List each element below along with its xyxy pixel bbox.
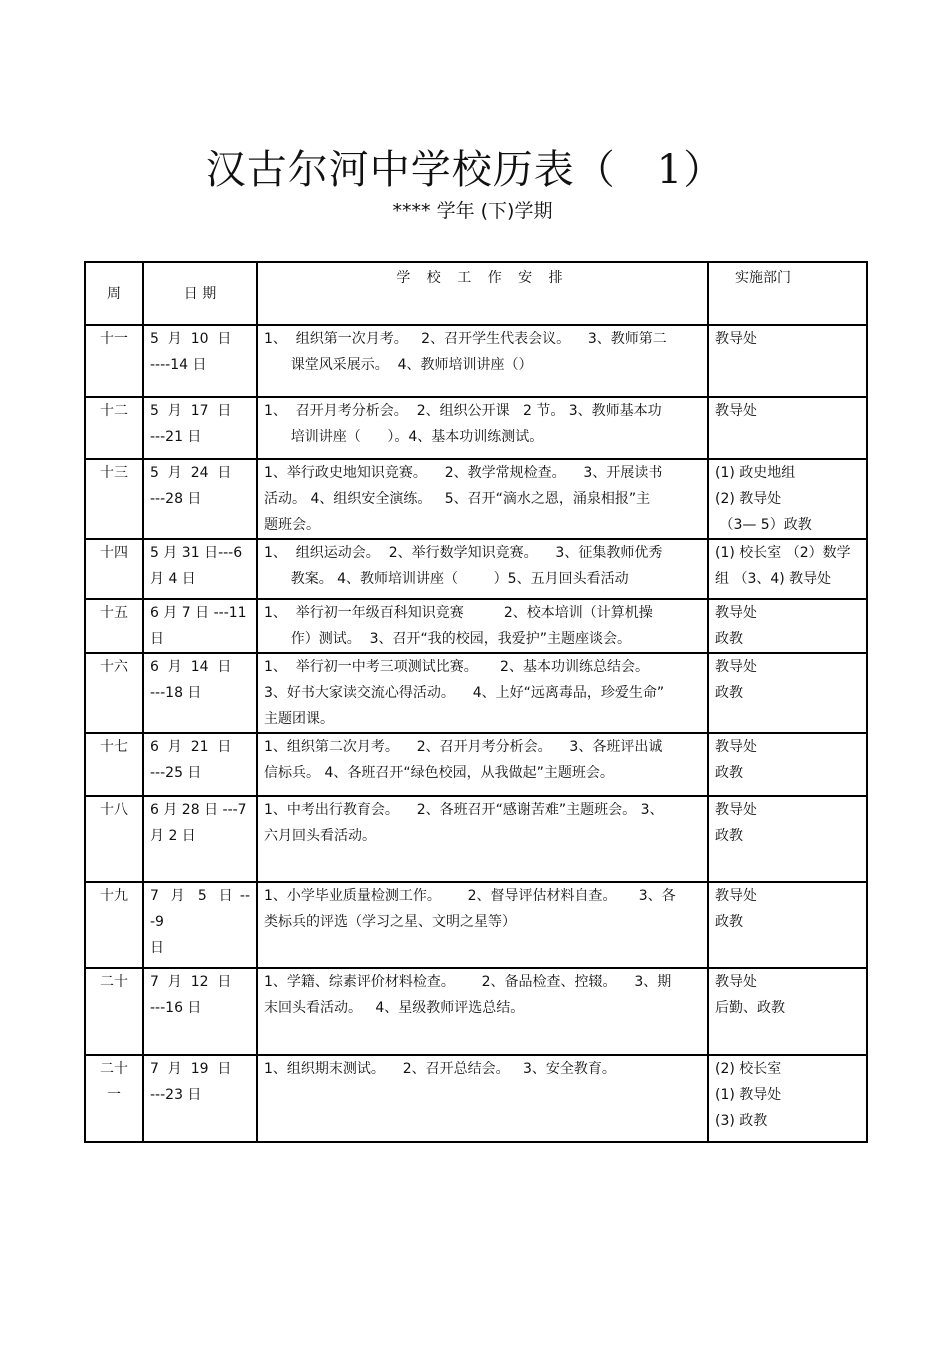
work-cell: 1、 举行初一中考三项测试比赛。 2、基本功训练总结会。 3、好书大家读交流心得活动。 4、上好“远离毒品，珍爱生命” 主题团课。 [257,653,708,733]
table-row [85,397,867,459]
date-cell: 7 月 12 日 ---16 日 [143,968,257,1055]
week-cell: 十九 [85,882,143,968]
school-calendar-table [84,261,868,1143]
table-body [85,325,867,1142]
date-cell: 5 月 31 日---6 月 4 日 [143,539,257,599]
department-cell: (1) 政史地组 (2) 教导处 （3— 5）政教 [708,459,867,539]
date-cell: 5 月 24 日 ---28 日 [143,459,257,539]
header-department: 实施部门 [708,262,867,325]
week-cell: 十八 [85,796,143,882]
department-cell: (2) 校长室 (1) 教导处 (3) 政教 [708,1055,867,1142]
work-cell: 1、组织第二次月考。 2、召开月考分析会。 3、各班评出诚 信标兵。 4、各班召开“绿色校园，从我做起”主题班会。 [257,733,708,796]
table-row [85,968,867,1055]
week-cell: 十一 [85,325,143,397]
department-cell: 教导处 [708,325,867,397]
date-cell: 5 月 17 日 ---21 日 [143,397,257,459]
header-week: 周 [85,262,143,325]
work-cell: 1、 组织第一次月考。 2、召开学生代表会议。 3、教师第二 课堂风采展示。 4、教师培训讲座（） [257,325,708,397]
department-cell: 教导处 [708,397,867,459]
work-cell: 1、小学毕业质量检测工作。 2、督导评估材料自查。 3、各 类标兵的评选（学习之星、文明之星等） [257,882,708,968]
work-cell: 1、组织期末测试。 2、召开总结会。 3、安全教育。 [257,1055,708,1142]
table-row [85,653,867,733]
table-row [85,733,867,796]
department-cell: 教导处 政教 [708,653,867,733]
department-cell: 教导处 后勤、政教 [708,968,867,1055]
table-row [85,459,867,539]
work-cell: 1、 召开月考分析会。 2、组织公开课 2 节。 3、教师基本功 培训讲座（ ）。4、基本功训练测试。 [257,397,708,459]
date-cell: 6 月 28 日 ---7 月 2 日 [143,796,257,882]
week-cell: 十五 [85,599,143,653]
department-cell: 教导处 政教 [708,599,867,653]
week-cell: 十四 [85,539,143,599]
week-cell: 二十 一 [85,1055,143,1142]
header-work-arrangement: 学 校 工 作 安 排 [257,262,708,325]
work-cell: 1、 举行初一年级百科知识竞赛 2、校本培训（计算机操 作）测试。 3、召开“我的校园，我爱护”主题座谈会。 [257,599,708,653]
week-cell: 十七 [85,733,143,796]
date-cell: 7 月 5 日 ---9 日 [143,882,257,968]
table-row [85,599,867,653]
page-title: 汉古尔河中学校历表（ 1） [205,147,725,193]
week-cell: 十二 [85,397,143,459]
page-subtitle: **** 学年 (下)学期 [392,200,553,222]
table-row [85,1055,867,1142]
department-cell: (1) 校长室 （2）数学 组 （3、4) 教导处 [708,539,867,599]
department-cell: 教导处 政教 [708,796,867,882]
table-row [85,796,867,882]
department-cell: 教导处 政教 [708,882,867,968]
date-cell: 6 月 7 日 ---11 日 [143,599,257,653]
week-cell: 十六 [85,653,143,733]
work-cell: 1、举行政史地知识竞赛。 2、教学常规检查。 3、开展读书 活动。 4、组织安全演练。 5、召开“滴水之恩，涌泉相报”主 题班会。 [257,459,708,539]
header-date: 日 期 [143,262,257,325]
table-row [85,882,867,968]
table-row [85,325,867,397]
week-cell: 二十 [85,968,143,1055]
week-cell: 十三 [85,459,143,539]
work-cell: 1、学籍、综素评价材料检查。 2、备品检查、控辍。 3、期 末回头看活动。 4、星级教师评选总结。 [257,968,708,1055]
date-cell: 5 月 10 日 ----14 日 [143,325,257,397]
work-cell: 1、 组织运动会。 2、举行数学知识竞赛。 3、征集教师优秀 教案。 4、教师培训讲座（ ）5、五月回头看活动 [257,539,708,599]
table-row [85,539,867,599]
department-cell: 教导处 政教 [708,733,867,796]
table-header-row [85,262,867,325]
date-cell: 6 月 21 日 ---25 日 [143,733,257,796]
date-cell: 7 月 19 日 ---23 日 [143,1055,257,1142]
date-cell: 6 月 14 日 ---18 日 [143,653,257,733]
work-cell: 1、中考出行教育会。 2、各班召开“感谢苦难”主题班会。 3、 六月回头看活动。 [257,796,708,882]
